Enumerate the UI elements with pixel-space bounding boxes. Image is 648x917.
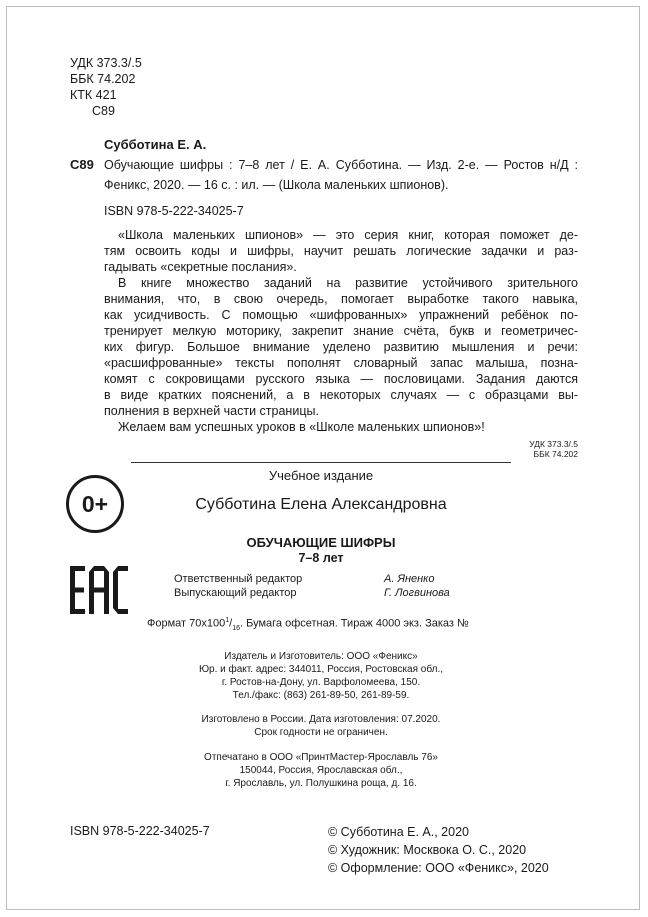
printer-block (131, 751, 511, 790)
book-title: ОБУЧАЮЩИЕ ШИФРЫ (246, 535, 396, 550)
bib-isbn: ISBN 978-5-222-34025-7 (104, 204, 244, 218)
copyright-line: © Оформление: ООО «Феникс», 2020 (328, 861, 549, 875)
editor-name: А. Яненко (384, 573, 435, 585)
annotation-line: внимания, что, в свою очередь, помогает выработке такого навыка, (104, 292, 578, 306)
copyright-line: © Художник: Москвока О. С., 2020 (328, 843, 527, 857)
annotation-line: полнения в верхней части страницы. (104, 404, 319, 418)
cutter-code: С89 (92, 104, 115, 118)
publisher-line: г. Ростов-на-Дону, ул. Варфоломеева, 150. (221, 677, 421, 688)
annotation-line: гадывать «секретные послания». (104, 260, 297, 274)
editor-name: Г. Логвинова (384, 587, 450, 599)
annotation (104, 227, 578, 435)
format-sep: / (229, 617, 233, 630)
age-rating-badge (66, 475, 124, 533)
publisher-line: Издатель и Изготовитель: ООО «Феникс» (224, 651, 418, 662)
eac-mark-icon (70, 566, 128, 614)
copyright-line: © Субботина Е. А., 2020 (328, 825, 469, 839)
annotation-line: ких фигур. Большое внимание уделено развитию мышления и речи: (104, 340, 578, 354)
publisher-line: Тел./факс: (863) 261-89-50, 261-89-59. (232, 690, 410, 701)
age-rating-text: 0+ (81, 490, 109, 517)
udk-code: УДК 373.3/.5 (70, 56, 142, 70)
annotation-line: «расшифрованные» тексты пополнят словарный запас малыша, позна- (104, 356, 578, 370)
format-sub: 16 (232, 624, 240, 632)
bib-cutter: С89 (70, 157, 94, 172)
annotation-line: «Школа маленьких шпионов» — это серия книг, которая поможет де- (118, 228, 578, 242)
annotation-codes (529, 439, 578, 459)
manufacture-line: Срок годности не ограничен. (254, 727, 388, 738)
annotation-line: тренирует мелкую моторику, закрепит знание счёта, букв и геометричес- (104, 324, 578, 338)
publisher-block (131, 650, 511, 702)
classification-block (70, 55, 142, 119)
print-format (147, 614, 469, 636)
editor-role: Выпускающий редактор (174, 587, 297, 599)
manufacture-block (131, 713, 511, 739)
ktk-code: КТК 421 (70, 88, 117, 102)
copyright-block (328, 823, 549, 877)
format-prefix: Формат 70х100 (147, 617, 226, 630)
annotation-line: как усидчивость. С помощью «шифрованных» упражнений ребёнок по- (104, 308, 578, 322)
printer-line: г. Ярославль, ул. Полушкина роща, д. 16. (225, 778, 417, 789)
annotation-line: тям освоить коды и шифры, научит решать логические задачки и раз- (104, 244, 578, 258)
format-sup: 1 (225, 617, 230, 624)
annotation-line: комят с сокровищами русского языка — пословицами. Задания даются (104, 372, 578, 386)
bib-author: Субботина Е. А. (104, 137, 207, 152)
book-subtitle: 7–8 лет (298, 551, 344, 565)
publisher-line: Юр. и факт. адрес: 344011, Россия, Ростовская обл., (198, 664, 444, 675)
printer-line: 150044, Россия, Ярославская обл., (239, 765, 403, 776)
editor-role: Ответственный редактор (174, 573, 303, 585)
format-rest: . Бумага офсетная. Тираж 4000 экз. Заказ № (240, 617, 469, 630)
annotation-line: в виде кратких пояснений, а в некоторых случаях — с образцами вы- (104, 388, 578, 402)
manufacture-line: Изготовлено в России. Дата изготовления: 07.2020. (201, 714, 441, 725)
printer-line: Отпечатано в ООО «ПринтМастер-Ярославль 76» (204, 752, 438, 763)
udk-code-small: УДК 373.3/.5 (529, 439, 578, 449)
footer-isbn: ISBN 978-5-222-34025-7 (70, 824, 210, 838)
author-full-name: Субботина Елена Александровна (195, 496, 447, 513)
bib-line-2: Феникс, 2020. — 16 с. : ил. — (Школа маленьких шпионов). (104, 178, 449, 192)
bbk-code: ББК 74.202 (70, 72, 136, 86)
bib-line-1: Обучающие шифры : 7–8 лет / Е. А. Субботина. — Изд. 2-е. — Ростов н/Д : (104, 158, 578, 172)
divider-rule (131, 462, 511, 463)
edition-type: Учебное издание (268, 468, 374, 483)
annotation-line: В книге множество заданий на развитие устойчивого зрительного (118, 276, 578, 290)
bbk-code-small: ББК 74.202 (533, 449, 578, 459)
annotation-line: Желаем вам успешных уроков в «Школе маленьких шпионов»! (118, 420, 485, 434)
